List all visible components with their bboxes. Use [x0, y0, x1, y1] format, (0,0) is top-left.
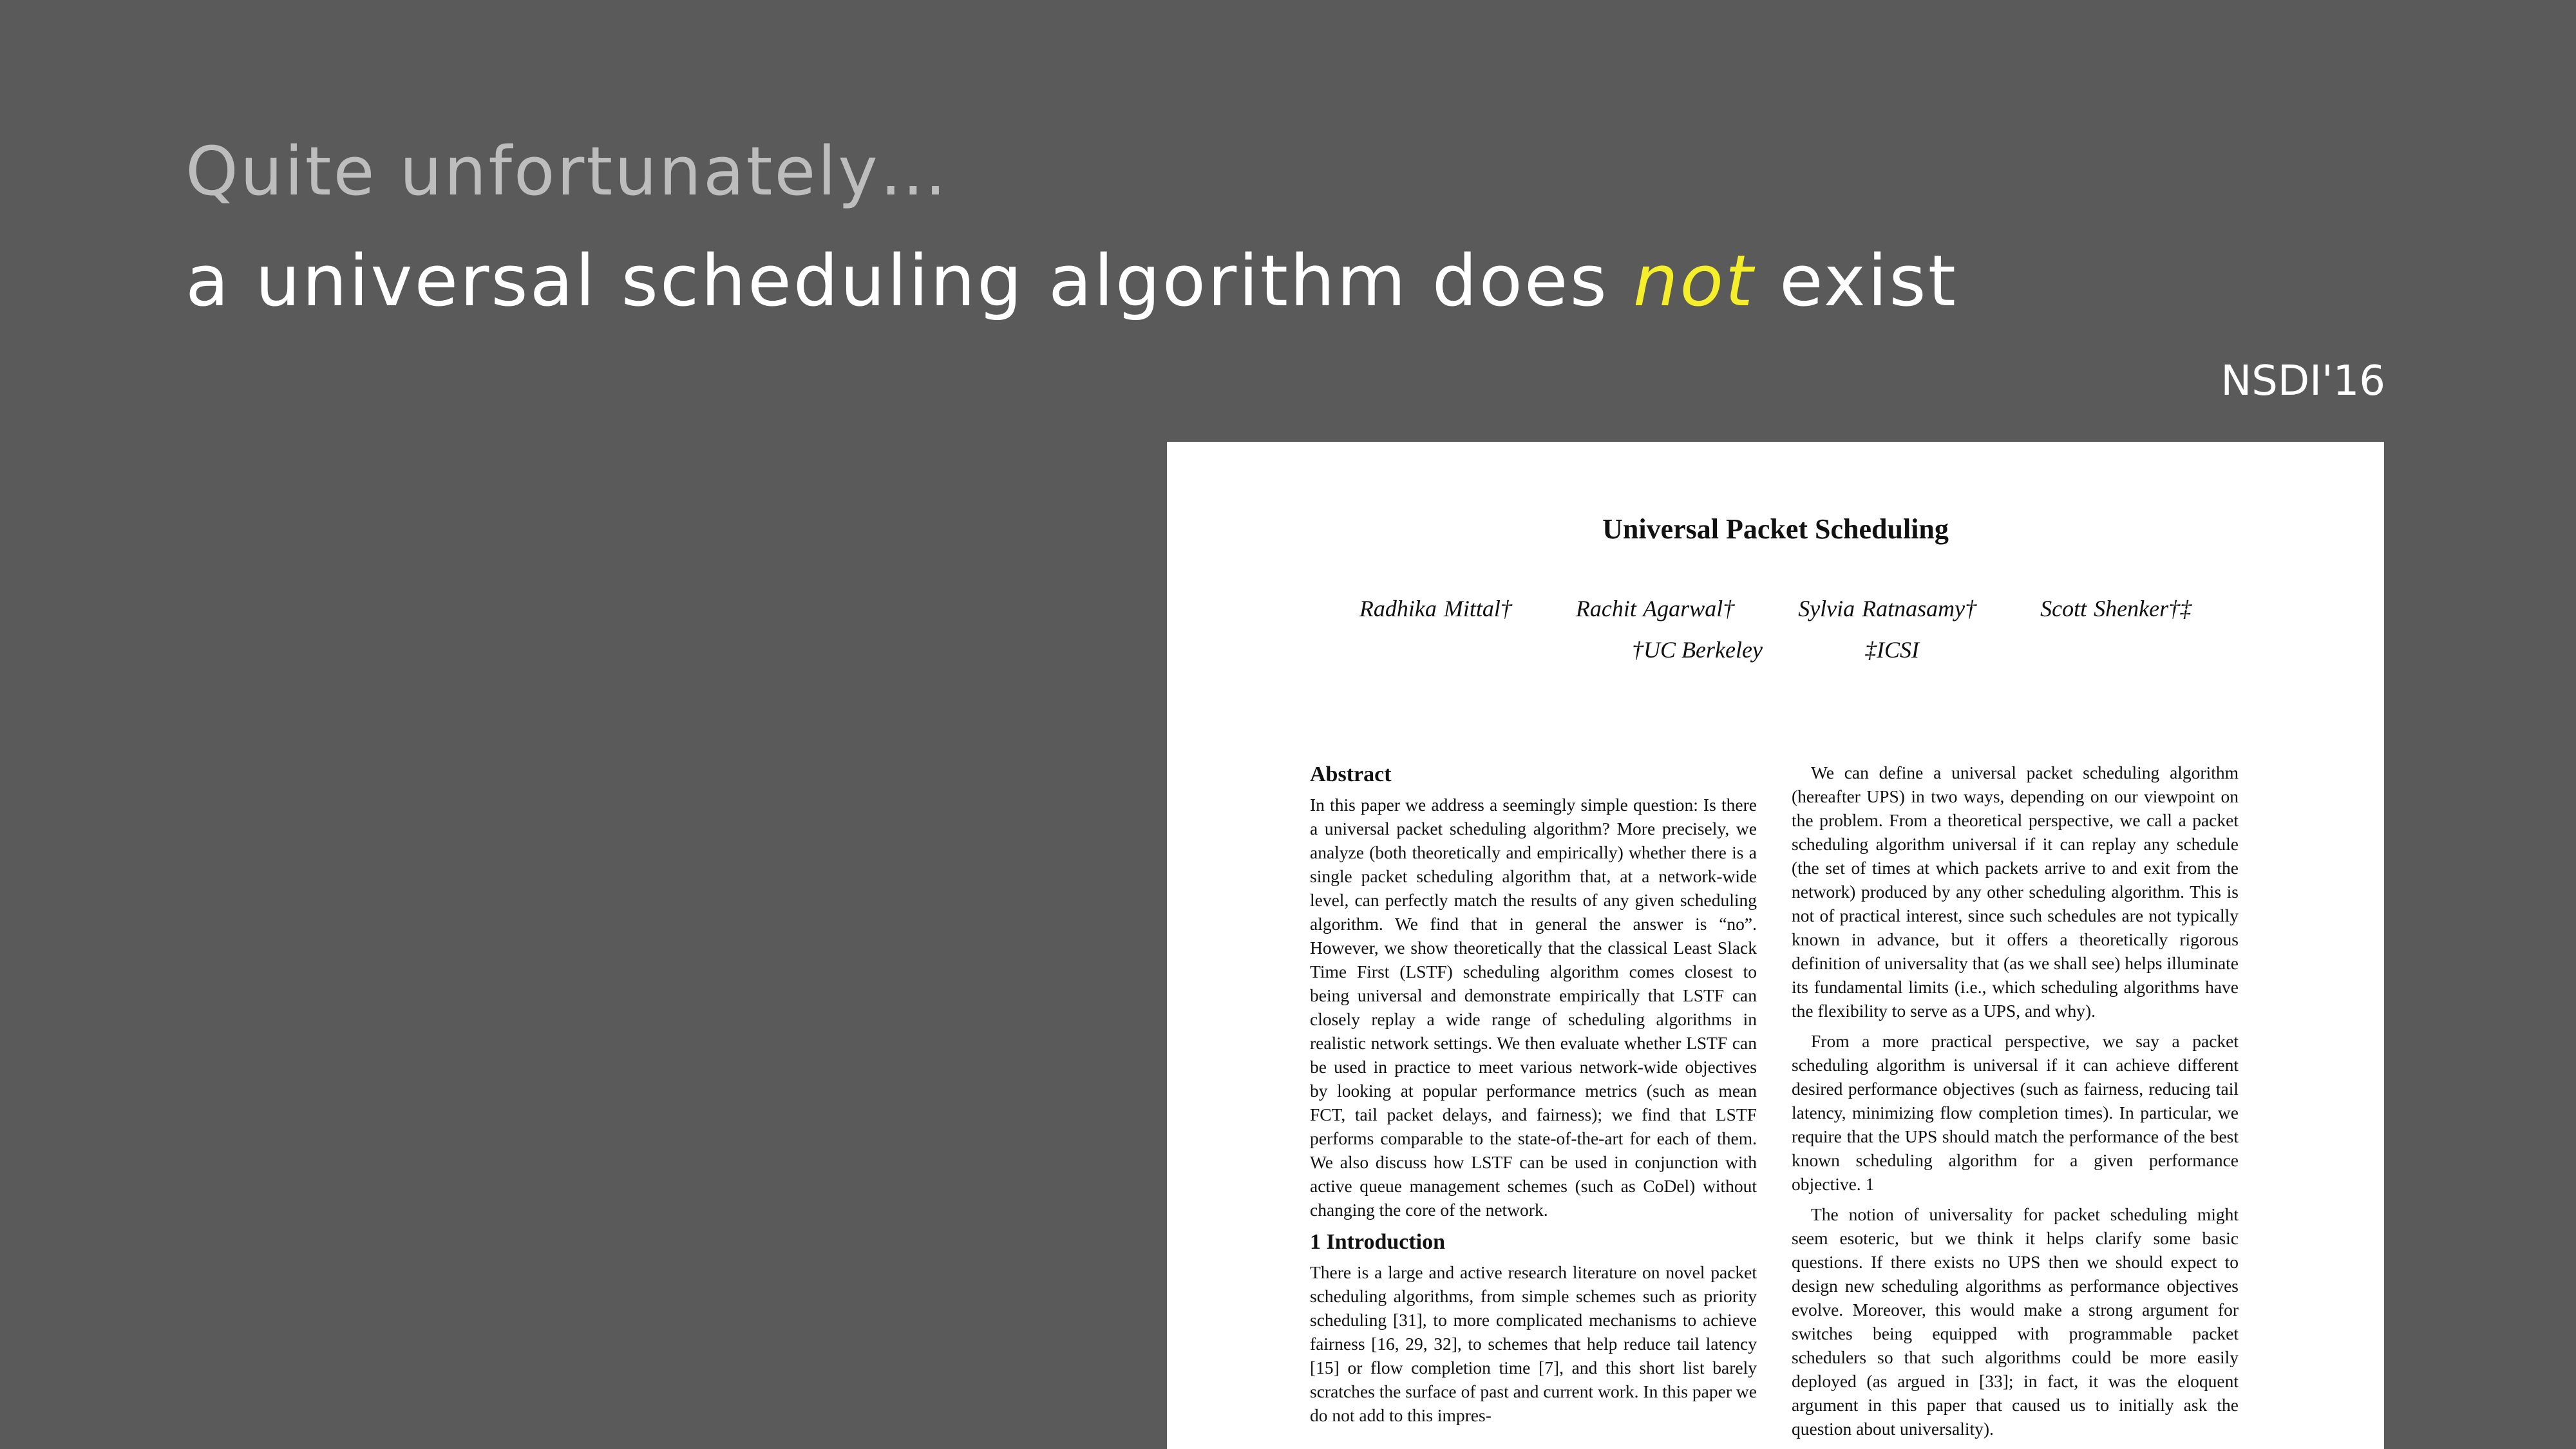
- author-name: Radhika Mittal†: [1359, 596, 1512, 621]
- author-name: Sylvia Ratnasamy†: [1798, 596, 1977, 621]
- abstract-heading: Abstract: [1310, 762, 1392, 786]
- slide-title-post: exist: [1755, 240, 1958, 322]
- paper-left-column: [1310, 761, 1757, 1434]
- slide-title-emphasis: not: [1633, 240, 1756, 322]
- slide-subtitle: Quite unfortunately…: [185, 132, 949, 211]
- slide-title-pre: a universal scheduling algorithm does: [185, 240, 1633, 322]
- body-paragraph: From a more practical perspective, we say a packet scheduling algorithm is universal if it can achieve different desired performance objectives (such as fairness, reducing tail latency, minimizing flow completion times). In particular, we require that the UPS should match the performance of the best known scheduling algorithm for a given performance objective. 1: [1792, 1031, 2239, 1194]
- venue-label: NSDI'16: [2221, 357, 2385, 405]
- author-name: Rachit Agarwal†: [1575, 596, 1735, 621]
- affiliation: ‡ICSI: [1864, 637, 1919, 663]
- paper-affiliations: [1167, 636, 2384, 663]
- body-paragraph: We can define a universal packet scheduling algorithm (hereafter UPS) in two ways, depending on our viewpoint on the problem. From a theoretical perspective, we call a packet scheduling algorithm universal if it can replay any schedule (the set of times at which packets arrive to and exit from the network) produced by any other scheduling algorithm. This is not of practical interest, since such schedules are not typically known in advance, but it offers a theoretically rigorous definition of universality that (as we shall see) helps illuminate its fundamental limits (i.e., which scheduling algorithms have the flexibility to serve as a UPS, and why).: [1792, 762, 2239, 1021]
- paper-right-column: [1792, 761, 2239, 1447]
- author-name: Scott Shenker†‡: [2040, 596, 2192, 621]
- paper-authors: [1167, 595, 2384, 622]
- abstract-text: In this paper we address a seemingly simple question: Is there a universal packet scheduling algorithm? More precisely, we analyze (both theoretically and empirically) whether there is a single packet scheduling algorithm that, at a network-wide level, can perfectly match the results of any given scheduling algorithm. We find that in general the answer is “no”. However, we show theoretically that the classical Least Slack Time First (LSTF) scheduling algorithm comes closest to being universal and demonstrate empirically that LSTF can closely replay a wide range of scheduling algorithms in realistic network settings. We then evaluate whether LSTF can be used in practice to meet various network-wide objectives by looking at popular performance metrics (such as mean FCT, tail packet delays, and fairness); we find that LSTF performs comparable to the state-of-the-art for each of them. We also discuss how LSTF can be used in conjunction with active queue management schemes (such as CoDel) without changing the core of the network.: [1310, 795, 1757, 1220]
- paper-screenshot: [1167, 442, 2384, 1449]
- affiliation: †UC Berkeley: [1632, 637, 1763, 663]
- intro-heading: 1 Introduction: [1310, 1230, 1446, 1254]
- paper-title: Universal Packet Scheduling: [1602, 513, 1949, 545]
- body-paragraph: The notion of universality for packet scheduling might seem esoteric, but we think it helps clarify some basic questions. If there exists no UPS then we should expect to design new scheduling algorithms as performance objectives evolve. Moreover, this would make a strong argument for switches being equipped with programmable packet schedulers so that such algorithms could be more easily deployed (as argued in [33]; in fact, it was the eloquent argument in this paper that caused us to initially ask the question about universality).: [1792, 1204, 2239, 1439]
- slide-title: [185, 240, 1958, 322]
- intro-text: There is a large and active research literature on novel packet scheduling algorithms, from simple schemes such as priority scheduling [31], to more complicated mechanisms to achieve fairness [16, 29, 32], to schemes that help reduce tail latency [15] or flow completion time [7], and this short list barely scratches the surface of past and current work. In this paper we do not add to this impres-: [1310, 1262, 1757, 1425]
